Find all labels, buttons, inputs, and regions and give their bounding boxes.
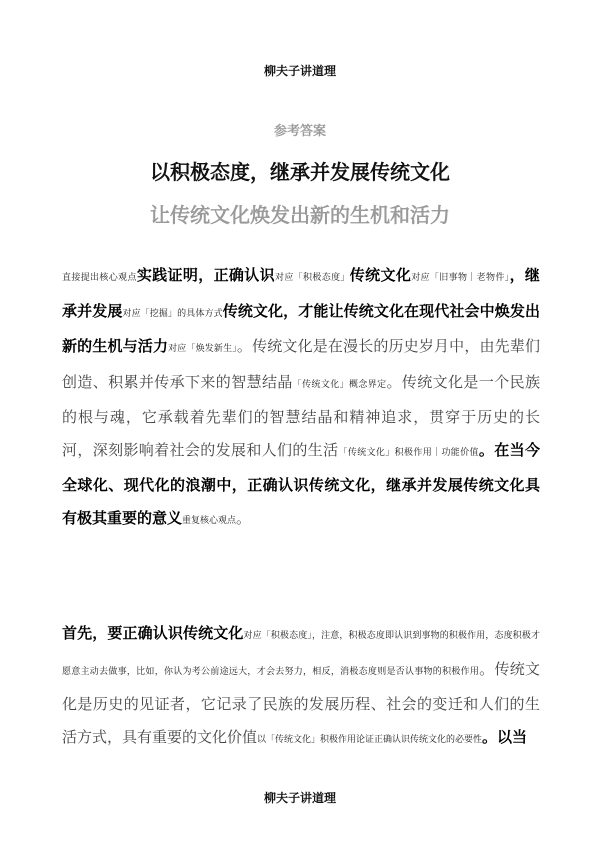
body-text: 。传统文化是在漫长的历史岁月中，由先辈们创造、积累并传承下来的智慧结晶 — [62, 337, 540, 391]
annotation-note: 对应「积极态度」 — [274, 273, 350, 283]
annotation-note: 直接提出核心观点 — [62, 273, 137, 283]
emphasized-text: 首先，要正确认识传统文化 — [62, 624, 244, 642]
emphasized-text: 实践证明，正确认识 — [136, 266, 275, 284]
annotation-note: 「传统文化」概念界定 — [292, 379, 387, 390]
annotation-note: 「传统文化」积极作用｜功能价值 — [338, 447, 479, 458]
answer-label: 参考答案 — [273, 124, 326, 139]
emphasized-text: 。在当今全球化、现代化的浪潮中，正确认识传统文化，继承并发展传统文化具有极其重要的意义 — [62, 440, 540, 527]
emphasized-text: 传统文化，才能让传统文化在现代社会中焕发出新的生机与活力 — [62, 301, 540, 355]
annotation-note: 对应「焕发新生」 — [168, 344, 237, 354]
annotation-note: 对应「旧事物｜老物件」 — [411, 273, 510, 283]
body-text: 。传统文化是一个民族的根与魂，它承载着先辈们的智慧结晶和精神追求，贯穿于历史的长河，深刻影响着社会的发展和人们的生活 — [62, 372, 540, 459]
annotation-note: 对应「挖掘」的具体方式 — [122, 308, 223, 319]
paragraph-intro — [62, 259, 540, 537]
annotation-note: 重复核心观点 — [182, 515, 237, 526]
emphasized-text: ，继承并发展 — [62, 266, 540, 320]
annotation-note: 以「传统文化」积极作用论证正确认识传统文化的必要性 — [257, 734, 483, 745]
essay-title: 以积极态度，继承并发展传统文化 — [150, 160, 450, 184]
annotation-note: 对应「积极态度」，注意，积极态度即认识到事物的积极作用，态度积极才愿意主动去做事，比如，你认为考公前途远大，才会去努力，相反，消极态度则是否认事物的积极作用 — [62, 631, 540, 677]
emphasized-text: 。以当 — [482, 727, 528, 746]
body-text: 。 — [236, 508, 252, 527]
emphasized-text: 传统文化 — [349, 266, 412, 284]
paragraph-first-point — [62, 617, 540, 756]
essay-subtitle: 让传统文化焕发出新的生机和活力 — [150, 203, 450, 227]
body-text: 。传统文化是历史的见证者，它记录了民族的发展历程、社会的变迁和人们的生活方式，具有重要的文化价值 — [62, 659, 540, 746]
page-header: 柳夫子讲道理 — [263, 64, 336, 78]
page-footer: 柳夫子讲道理 — [263, 791, 336, 805]
